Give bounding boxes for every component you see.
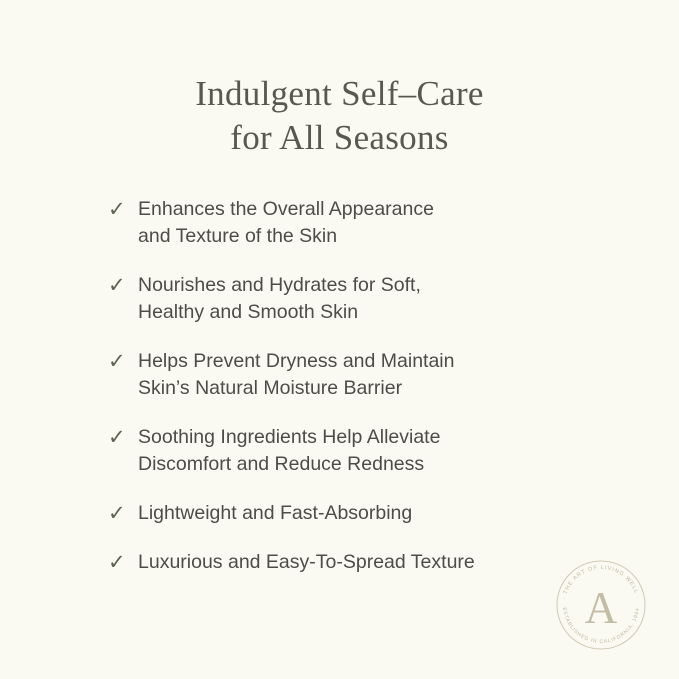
- check-icon: ✓: [108, 502, 126, 525]
- list-item-line-2: Healthy and Smooth Skin: [138, 301, 359, 323]
- benefits-list: [0, 196, 679, 576]
- svg-text:A: A: [584, 583, 618, 633]
- svg-text:· THE ART OF LIVING WELL ·: · THE ART OF LIVING WELL ·: [561, 564, 641, 600]
- list-item-line-2: Discomfort and Reduce Redness: [138, 453, 425, 475]
- list-item-label: [138, 196, 434, 250]
- list-item-line-1: Luxurious and Easy-To-Spread Texture: [138, 551, 475, 573]
- list-item: [108, 196, 639, 250]
- list-item: [108, 272, 639, 326]
- list-item: [108, 424, 639, 478]
- list-item-label: [138, 424, 440, 478]
- list-item: [108, 348, 639, 402]
- list-item-line-1: Nourishes and Hydrates for Soft,: [138, 274, 421, 296]
- list-item-line-2: and Texture of the Skin: [138, 225, 338, 247]
- list-item-line-1: Enhances the Overall Appearance: [138, 198, 434, 220]
- list-item-line-2: Skin’s Natural Moisture Barrier: [138, 377, 403, 399]
- check-icon: ✓: [108, 551, 126, 574]
- list-item-line-1: Soothing Ingredients Help Alleviate: [138, 426, 441, 448]
- check-icon: ✓: [108, 274, 126, 297]
- list-item-label: [138, 500, 412, 527]
- list-item-label: [138, 348, 455, 402]
- list-item-line-1: Helps Prevent Dryness and Maintain: [138, 350, 455, 372]
- check-icon: ✓: [108, 426, 126, 449]
- list-item-label: [138, 549, 475, 576]
- list-item-line-1: Lightweight and Fast-Absorbing: [138, 502, 413, 524]
- list-item: [108, 500, 639, 527]
- brand-seal-logo: [549, 553, 653, 657]
- page-title-line-2: for All Seasons: [230, 118, 449, 157]
- list-item-label: [138, 272, 421, 326]
- check-icon: ✓: [108, 350, 126, 373]
- svg-text:ESTABLISHED IN CALIFORNIA, 196: ESTABLISHED IN CALIFORNIA, 1964: [561, 607, 641, 646]
- page-title: [0, 0, 679, 160]
- check-icon: ✓: [108, 198, 126, 221]
- page-title-line-1: Indulgent Self–Care: [195, 74, 484, 113]
